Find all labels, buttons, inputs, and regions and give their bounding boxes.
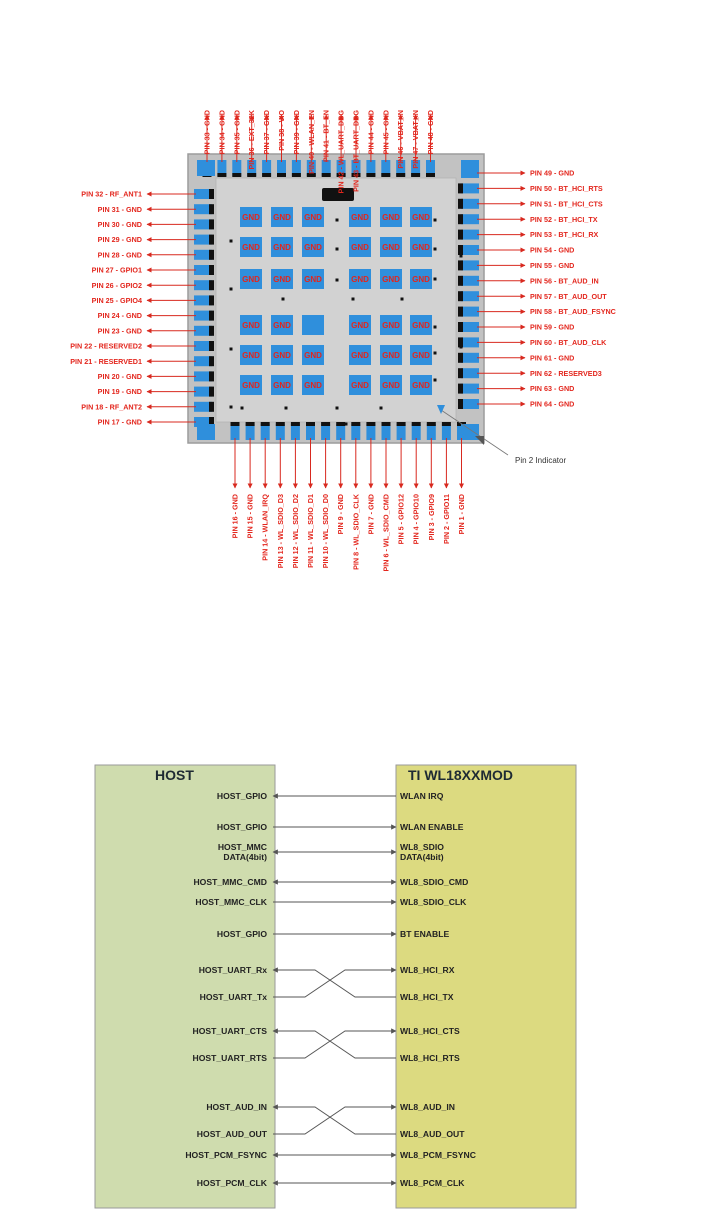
module-title: TI WL18XXMOD — [408, 767, 514, 783]
bottom-pad-edge — [246, 422, 255, 426]
left-pin-label: PIN 29 - GND — [97, 235, 142, 245]
via-dot — [241, 407, 244, 410]
right-pin-label: PIN 62 - RESERVED3 — [530, 368, 602, 378]
module-signal-label: WL8_PCM_FSYNC — [400, 1150, 476, 1160]
via-dot — [336, 407, 339, 410]
thermal-pad-label: GND — [273, 351, 291, 360]
thermal-pad-label: GND — [242, 275, 260, 284]
left-pin-label: PIN 22 - RESERVED2 — [70, 341, 142, 351]
module-signal-label: WL8_SDIO_CLK — [400, 897, 467, 907]
via-dot — [230, 348, 233, 351]
bottom-pin-label: PIN 12 - WL_SDIO_D2 — [290, 494, 300, 569]
right-pad — [461, 260, 479, 270]
left-pin-label: PIN 31 - GND — [97, 204, 142, 214]
bottom-pad-edge — [276, 422, 285, 426]
thermal-pad-label: GND — [412, 321, 430, 330]
bottom-pad — [382, 424, 391, 440]
left-pad-edge — [209, 311, 214, 321]
left-pad-edge — [209, 265, 214, 275]
module-signal-label: WL8_SDIO_CMD — [400, 877, 469, 887]
thermal-pad-label: GND — [351, 321, 369, 330]
via-dot — [230, 240, 233, 243]
via-dot — [282, 298, 285, 301]
bottom-pin-label: PIN 14 - WLAN_IRQ — [260, 494, 270, 561]
via-dot — [352, 298, 355, 301]
bottom-pad — [246, 424, 255, 440]
module-signal-label: DATA(4bit) — [400, 852, 444, 862]
bottom-pin-label: PIN 6 - WL_SDIO_CMD — [381, 494, 391, 572]
right-pad — [461, 399, 479, 409]
thermal-pad-label: GND — [382, 381, 400, 390]
module-signal-label: WL8_HCI_RTS — [400, 1053, 460, 1063]
thermal-pad-label: GND — [273, 213, 291, 222]
host-signal-label: HOST_MMC — [217, 842, 267, 852]
bottom-pad — [306, 424, 315, 440]
left-pad-edge — [209, 295, 214, 305]
module-signal-label: WL8_AUD_IN — [400, 1102, 455, 1112]
top-pad-edge — [247, 173, 256, 177]
host-signal-label: HOST_MMC_CLK — [195, 897, 267, 907]
via-dot — [434, 219, 437, 222]
left-pad-edge — [209, 204, 214, 214]
thermal-pad-label: GND — [382, 275, 400, 284]
right-pad-edge — [458, 353, 463, 363]
bottom-pad-edge — [412, 422, 421, 426]
bottom-pin-label: PIN 16 - GND — [230, 494, 240, 539]
bottom-pad — [291, 424, 300, 440]
host-signal-label: HOST_PCM_FSYNC — [185, 1150, 267, 1160]
via-dot — [434, 326, 437, 329]
top-pad-edge — [277, 173, 286, 177]
left-pin-label: PIN 19 - GND — [97, 387, 142, 397]
via-dot — [434, 352, 437, 355]
right-pad — [461, 183, 479, 193]
top-pad-edge — [426, 173, 435, 177]
bottom-pin-label: PIN 1 - GND — [457, 494, 466, 535]
thermal-pad-label: GND — [351, 243, 369, 252]
top-pin-label: PIN 37 - GND — [262, 110, 272, 155]
right-pin-label: PIN 54 - GND — [530, 245, 575, 255]
top-pad-edge — [381, 173, 390, 177]
top-pin-label: PIN 41 - BT_EN — [321, 110, 331, 162]
left-pad-edge — [209, 402, 214, 412]
host-signal-label: HOST_UART_Rx — [198, 965, 267, 975]
corner-pad-49 — [461, 160, 479, 176]
right-pin-label: PIN 59 - GND — [530, 322, 575, 332]
thermal-pad-label: GND — [273, 243, 291, 252]
top-pad-edge — [322, 173, 331, 177]
bottom-pad — [366, 424, 375, 440]
right-pad — [461, 245, 479, 255]
right-pad-edge — [458, 230, 463, 240]
via-dot — [401, 298, 404, 301]
via-dot — [380, 407, 383, 410]
right-pad — [461, 230, 479, 240]
corner-pad-33 — [197, 160, 215, 176]
right-pad-edge — [458, 368, 463, 378]
host-signal-label: HOST_GPIO — [216, 791, 267, 801]
corner-pad-17 — [197, 424, 215, 440]
right-pin-label: PIN 49 - GND — [530, 168, 575, 178]
right-pin-label: PIN 64 - GND — [530, 399, 575, 409]
left-pin-label: PIN 27 - GPIO1 — [91, 265, 142, 275]
left-pin-label: PIN 26 - GPIO2 — [91, 280, 142, 290]
bottom-pin-label: PIN 5 - GPIO12 — [396, 494, 406, 545]
right-pin-label: PIN 52 - BT_HCI_TX — [530, 214, 598, 224]
via-dot — [345, 423, 348, 426]
thermal-pad-label: GND — [304, 381, 322, 390]
pin-2-indicator-label: Pin 2 Indicator — [515, 456, 567, 465]
via-dot — [460, 346, 463, 349]
top-pin-label: PIN 43 - BT_UART_DBG — [351, 110, 361, 192]
right-pad-edge — [458, 245, 463, 255]
bottom-pad-edge — [291, 422, 300, 426]
host-signal-label: HOST_UART_Tx — [199, 992, 267, 1002]
via-dot — [336, 219, 339, 222]
top-pin-label: PIN 46 - VBAT_IN — [396, 110, 406, 169]
right-pad — [461, 291, 479, 301]
top-pin-label: PIN 40 - WLAN_EN — [306, 110, 316, 174]
right-pin-label: PIN 57 - BT_AUD_OUT — [530, 291, 607, 301]
bottom-pad-edge — [321, 422, 330, 426]
right-pad — [461, 368, 479, 378]
via-dot — [434, 278, 437, 281]
bottom-pin-label: PIN 8 - WL_SDIO_CLK — [351, 494, 361, 570]
top-pin-label: PIN 45 - GND — [381, 110, 391, 155]
host-signal-label: DATA(4bit) — [223, 852, 267, 862]
top-pad-edge — [232, 173, 241, 177]
top-pad-edge — [292, 173, 301, 177]
bottom-pin-label: PIN 2 - GPIO11 — [441, 494, 451, 544]
left-pad-edge — [209, 235, 214, 245]
bottom-pin-label: PIN 4 - GPIO10 — [411, 494, 421, 545]
right-pad — [461, 384, 479, 394]
via-dot — [336, 279, 339, 282]
right-pad-edge — [458, 291, 463, 301]
thermal-pad-label: GND — [351, 275, 369, 284]
thermal-pad — [302, 315, 324, 335]
module-signal-label: WL8_HCI_TX — [400, 992, 454, 1002]
right-pin-label: PIN 58 - BT_AUD_FSYNC — [530, 307, 616, 317]
right-pad-edge — [458, 260, 463, 270]
top-pin-label: PIN 33 - GND — [202, 110, 212, 155]
bottom-pad-edge — [397, 422, 406, 426]
host-signal-label: HOST_AUD_OUT — [196, 1129, 267, 1139]
left-pin-label: PIN 20 - GND — [97, 372, 142, 381]
bottom-pad — [231, 424, 240, 440]
right-pad — [461, 353, 479, 363]
right-pin-label: PIN 56 - BT_AUD_IN — [530, 276, 599, 286]
via-dot — [230, 288, 233, 291]
right-pad — [461, 307, 479, 317]
right-pin-label: PIN 61 - GND — [530, 353, 575, 363]
thermal-pad-label: GND — [382, 321, 400, 330]
top-pin-label: PIN 34 - GND — [217, 110, 227, 155]
left-pad-edge — [209, 326, 214, 336]
top-pad-edge — [396, 173, 405, 177]
right-pad-edge — [458, 384, 463, 394]
thermal-pad-label: GND — [412, 351, 430, 360]
top-pin-label: PIN 35 - GND — [232, 110, 242, 155]
via-dot — [336, 248, 339, 251]
module-signal-label: WL8_HCI_RX — [400, 965, 455, 975]
thermal-pad-label: GND — [382, 351, 400, 360]
module-signal-label: WL8_AUD_OUT — [400, 1129, 465, 1139]
top-pin-label: PIN 38 - VIO — [277, 110, 286, 151]
host-signal-label: HOST_PCM_CLK — [196, 1178, 267, 1188]
right-pad-edge — [458, 183, 463, 193]
left-pin-label: PIN 24 - GND — [97, 311, 142, 321]
module-pinout — [70, 109, 616, 571]
bottom-pad-edge — [351, 422, 360, 426]
module-signal-label: WLAN ENABLE — [400, 822, 464, 832]
thermal-pad-label: GND — [382, 213, 400, 222]
via-dot — [230, 406, 233, 409]
host-module-connection-diagram — [95, 765, 576, 1208]
via-dot — [434, 248, 437, 251]
left-pin-label: PIN 32 - RF_ANT1 — [81, 189, 142, 199]
thermal-pad-label: GND — [351, 213, 369, 222]
module-signal-label: WL8_PCM_CLK — [400, 1178, 465, 1188]
left-pin-label: PIN 28 - GND — [97, 250, 142, 260]
crossed-signal-line — [273, 970, 396, 997]
top-pin-label: PIN 42 - WL_UART_DBG — [336, 110, 346, 194]
host-signal-label: HOST_UART_CTS — [192, 1026, 267, 1036]
thermal-pad-label: GND — [304, 351, 322, 360]
bottom-pad — [412, 424, 421, 440]
thermal-pad-label: GND — [242, 243, 260, 252]
left-pin-label: PIN 30 - GND — [97, 220, 142, 229]
left-pin-label: PIN 21 - RESERVED1 — [70, 356, 142, 366]
thermal-pad-label: GND — [242, 321, 260, 330]
thermal-pad-label: GND — [304, 275, 322, 284]
bottom-pad — [442, 424, 451, 440]
thermal-pad-label: GND — [273, 321, 291, 330]
bottom-pin-label: PIN 11 - WL_SDIO_D1 — [306, 494, 315, 568]
right-pin-label: PIN 51 - BT_HCI_CTS — [530, 199, 603, 209]
bottom-pin-label: PIN 9 - GND — [336, 494, 346, 535]
host-signal-label: HOST_MMC_CMD — [193, 877, 267, 887]
left-pad-edge — [209, 371, 214, 381]
right-pad-edge — [458, 199, 463, 209]
bottom-pad — [397, 424, 406, 440]
left-pin-label: PIN 25 - GPIO4 — [91, 296, 142, 305]
module-signal-label: WL8_HCI_CTS — [400, 1026, 460, 1036]
via-dot — [285, 407, 288, 410]
top-pin-label: PIN 36 - EXT_32K — [247, 110, 257, 170]
thermal-pad-label: GND — [273, 275, 291, 284]
bottom-pin-label: PIN 10 - WL_SDIO_D0 — [321, 494, 331, 569]
left-pad-edge — [209, 280, 214, 290]
bottom-pad-edge — [261, 422, 270, 426]
thermal-pad-label: GND — [242, 213, 260, 222]
bottom-pin-label: PIN 3 - GPIO9 — [426, 494, 436, 541]
bottom-pad — [427, 424, 436, 440]
right-pin-label: PIN 50 - BT_HCI_RTS — [530, 184, 603, 193]
left-pad-edge — [209, 387, 214, 397]
right-pin-label: PIN 55 - GND — [530, 261, 575, 270]
crossed-signal-line — [273, 1031, 396, 1058]
module-signal-label: WLAN IRQ — [400, 791, 444, 801]
left-pin-label: PIN 17 - GND — [97, 417, 142, 427]
right-pad — [461, 199, 479, 209]
host-signal-label: HOST_UART_RTS — [192, 1053, 267, 1063]
host-signal-label: HOST_AUD_IN — [206, 1102, 267, 1112]
bottom-pad — [336, 424, 345, 440]
top-pad-edge — [262, 173, 271, 177]
bottom-pad — [351, 424, 360, 440]
top-pin-label: PIN 47 - VBAT_IN — [411, 110, 421, 169]
thermal-pad-label: GND — [304, 213, 322, 222]
left-pad-edge — [209, 219, 214, 229]
left-pad-edge — [209, 189, 214, 199]
crossed-signal-line — [273, 1107, 396, 1134]
module-signal-label: BT ENABLE — [400, 929, 450, 939]
bottom-pad-edge — [336, 422, 345, 426]
thermal-pad-label: GND — [412, 243, 430, 252]
bottom-pad-edge — [382, 422, 391, 426]
thermal-pad-label: GND — [242, 381, 260, 390]
thermal-pad-label: GND — [412, 275, 430, 284]
host-signal-label: HOST_GPIO — [216, 929, 267, 939]
host-signal-label: HOST_GPIO — [216, 822, 267, 832]
left-pad-edge — [209, 356, 214, 366]
bottom-pad-edge — [427, 422, 436, 426]
top-pad-edge — [366, 173, 375, 177]
right-pin-label: PIN 63 - GND — [530, 384, 575, 394]
right-pad — [461, 322, 479, 332]
thermal-pad-label: GND — [351, 351, 369, 360]
right-pad-edge — [458, 214, 463, 224]
right-pad-edge — [458, 307, 463, 317]
left-pin-label: PIN 23 - GND — [97, 326, 142, 336]
thermal-pad-label: GND — [242, 351, 260, 360]
right-pin-label: PIN 53 - BT_HCI_RX — [530, 230, 599, 240]
via-dot — [460, 255, 463, 258]
thermal-pad-label: GND — [304, 243, 322, 252]
thermal-pad-label: GND — [412, 381, 430, 390]
corner-pad-1 — [461, 424, 479, 440]
host-title: HOST — [155, 767, 194, 783]
right-pad-edge — [458, 399, 463, 409]
bottom-pad-edge — [366, 422, 375, 426]
thermal-pad-label: GND — [382, 243, 400, 252]
right-pad — [461, 337, 479, 347]
bottom-pad-edge — [231, 422, 240, 426]
right-pad-edge — [458, 276, 463, 286]
right-pad-edge — [458, 322, 463, 332]
bottom-pad — [276, 424, 285, 440]
top-pin-label: PIN 48 - GND — [426, 110, 435, 155]
module-signal-label: WL8_SDIO — [400, 842, 444, 852]
top-pin-label: PIN 44 - GND — [366, 110, 376, 155]
top-pin-label: PIN 39 - GND — [291, 110, 301, 155]
left-pad-edge — [209, 250, 214, 260]
thermal-pad-label: GND — [273, 381, 291, 390]
thermal-pad-label: GND — [412, 213, 430, 222]
bottom-pin-label: PIN 7 - GND — [366, 494, 376, 535]
bottom-pad-edge — [442, 422, 451, 426]
bottom-pin-label: PIN 15 - GND — [245, 494, 255, 539]
right-pad — [461, 276, 479, 286]
bottom-pad — [261, 424, 270, 440]
via-dot — [434, 379, 437, 382]
bottom-pin-label: PIN 13 - WL_SDIO_D3 — [275, 494, 285, 569]
left-pad-edge — [209, 341, 214, 351]
thermal-pad-label: GND — [351, 381, 369, 390]
left-pin-label: PIN 18 - RF_ANT2 — [81, 402, 142, 412]
bottom-pad — [321, 424, 330, 440]
top-pad-edge — [411, 173, 420, 177]
right-pad — [461, 214, 479, 224]
top-pad-edge — [217, 173, 226, 177]
bottom-pad-edge — [306, 422, 315, 426]
right-pin-label: PIN 60 - BT_AUD_CLK — [530, 338, 607, 347]
